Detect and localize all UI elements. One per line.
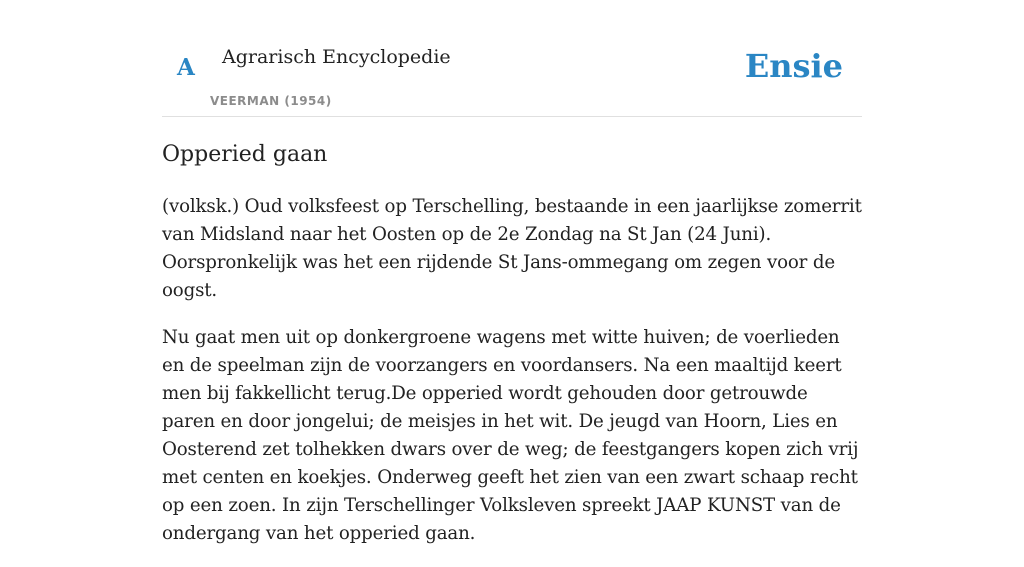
index-letter-link[interactable]: A xyxy=(177,54,195,81)
header xyxy=(162,0,862,117)
article-title: Opperied gaan xyxy=(162,142,328,167)
source-meta: VEERMAN (1954) xyxy=(210,94,332,108)
source-title-link[interactable]: Agrarisch Encyclopedie xyxy=(222,46,451,68)
article-paragraph: (volksk.) Oud volksfeest op Terschelling, bestaande in een jaarlijkse zomerrit van Midsland naar het Oosten op de 2e Zondag na St Jan (24 Juni). Oorspronkelijk was het een rijdende St Jans-ommegang om zegen voor de oogst. xyxy=(162,196,862,301)
brand-logo-link[interactable]: Ensie xyxy=(744,47,843,85)
article-paragraph: Nu gaat men uit op donkergroene wagens met witte huiven; de voerlieden en de speelman zijn de voorzangers en voordansers. Na een maaltijd keert men bij fakkellicht terug.De opperied wordt gehouden door getrouwde paren en door jongelui; de meisjes in het wit. De jeugd van Hoorn, Lies en Oosterend zet tolhekken dwars over de weg; de feestgangers kopen zich vrij met centen en koekjes. Onderweg geeft het zien van een zwart schaap recht op een zoen. In zijn Terschellinger Volksleven spreekt JAAP KUNST van de ondergang van het opperied gaan. xyxy=(162,327,859,544)
article xyxy=(162,140,862,567)
